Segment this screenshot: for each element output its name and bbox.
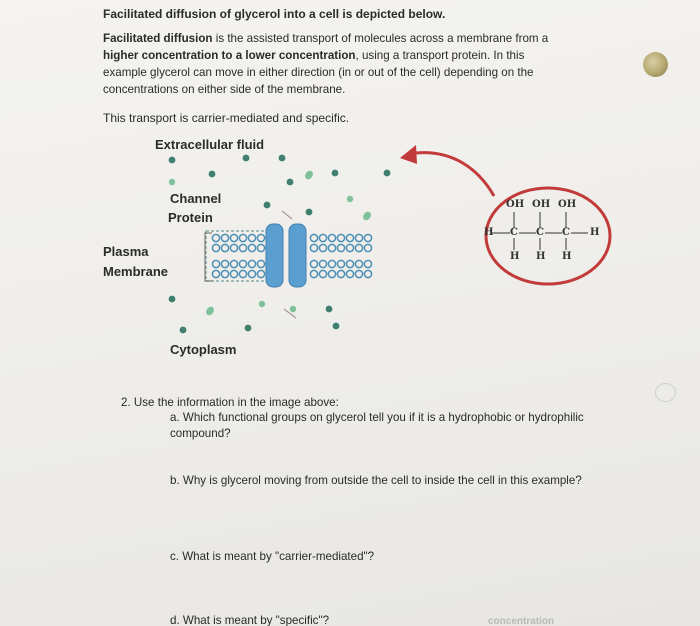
intro-text-4: concentrations on either side of the membrane.	[103, 83, 346, 96]
carbon-atom-3: C	[562, 227, 570, 238]
h-atom-left: H	[484, 227, 494, 238]
h-atom-bottom-3: H	[562, 251, 572, 262]
membrane-right-heads	[310, 234, 371, 277]
intro-bold-term: Facilitated diffusion	[103, 32, 213, 45]
oh-group-2: OH	[532, 199, 551, 210]
answer-circle-icon[interactable]	[655, 383, 676, 402]
channel-protein-left	[266, 224, 283, 287]
motion-arrow-icon	[282, 211, 292, 219]
pointer-arrowhead-icon	[400, 145, 417, 164]
channel-protein-right	[289, 224, 306, 287]
membrane-label: Membrane	[103, 264, 169, 279]
h-atom-bottom-1: H	[510, 251, 520, 262]
intro-text-3: example glycerol can move in either direction (in or out of the cell) depending on the	[103, 66, 534, 79]
question-2c: c. What is meant by "carrier-mediated"?	[170, 549, 375, 563]
oh-group-3: OH	[558, 199, 577, 210]
h-atom-bottom-2: H	[536, 251, 546, 262]
cutoff-text: concentration	[488, 616, 555, 626]
plasma-label: Plasma	[103, 244, 149, 259]
channel-label: Channel	[170, 191, 222, 206]
protein-label: Protein	[168, 210, 213, 225]
pointer-arrow	[416, 153, 494, 196]
intro-text-2: , using a transport protein. In this	[355, 49, 525, 62]
h-atom-right: H	[590, 227, 600, 238]
cytoplasm-label: Cytoplasm	[170, 342, 237, 357]
oh-group-1: OH	[506, 199, 525, 210]
question-2: 2. Use the information in the image above:	[121, 395, 339, 409]
carbon-atom-1: C	[510, 227, 518, 238]
question-2b: b. Why is glycerol moving from outside the cell to inside the cell in this example?	[170, 473, 582, 487]
membrane-left-heads	[212, 234, 264, 277]
transport-note: This transport is carrier-mediated and specific.	[103, 111, 350, 125]
question-2d: d. What is meant by "specific"?	[170, 613, 330, 626]
extracellular-label: Extracellular fluid	[155, 137, 265, 152]
question-2a: a. Which functional groups on glycerol tell you if it is a hydrophobic or hydrophilic compound?	[170, 410, 584, 440]
carbon-atom-2: C	[536, 227, 544, 238]
intro-bold-phrase: higher concentration to a lower concentration	[103, 49, 356, 62]
intro-text-1: is the assisted transport of molecules across a membrane from a	[212, 32, 549, 45]
page-title: Facilitated diffusion of glycerol into a cell is depicted below.	[103, 7, 446, 21]
